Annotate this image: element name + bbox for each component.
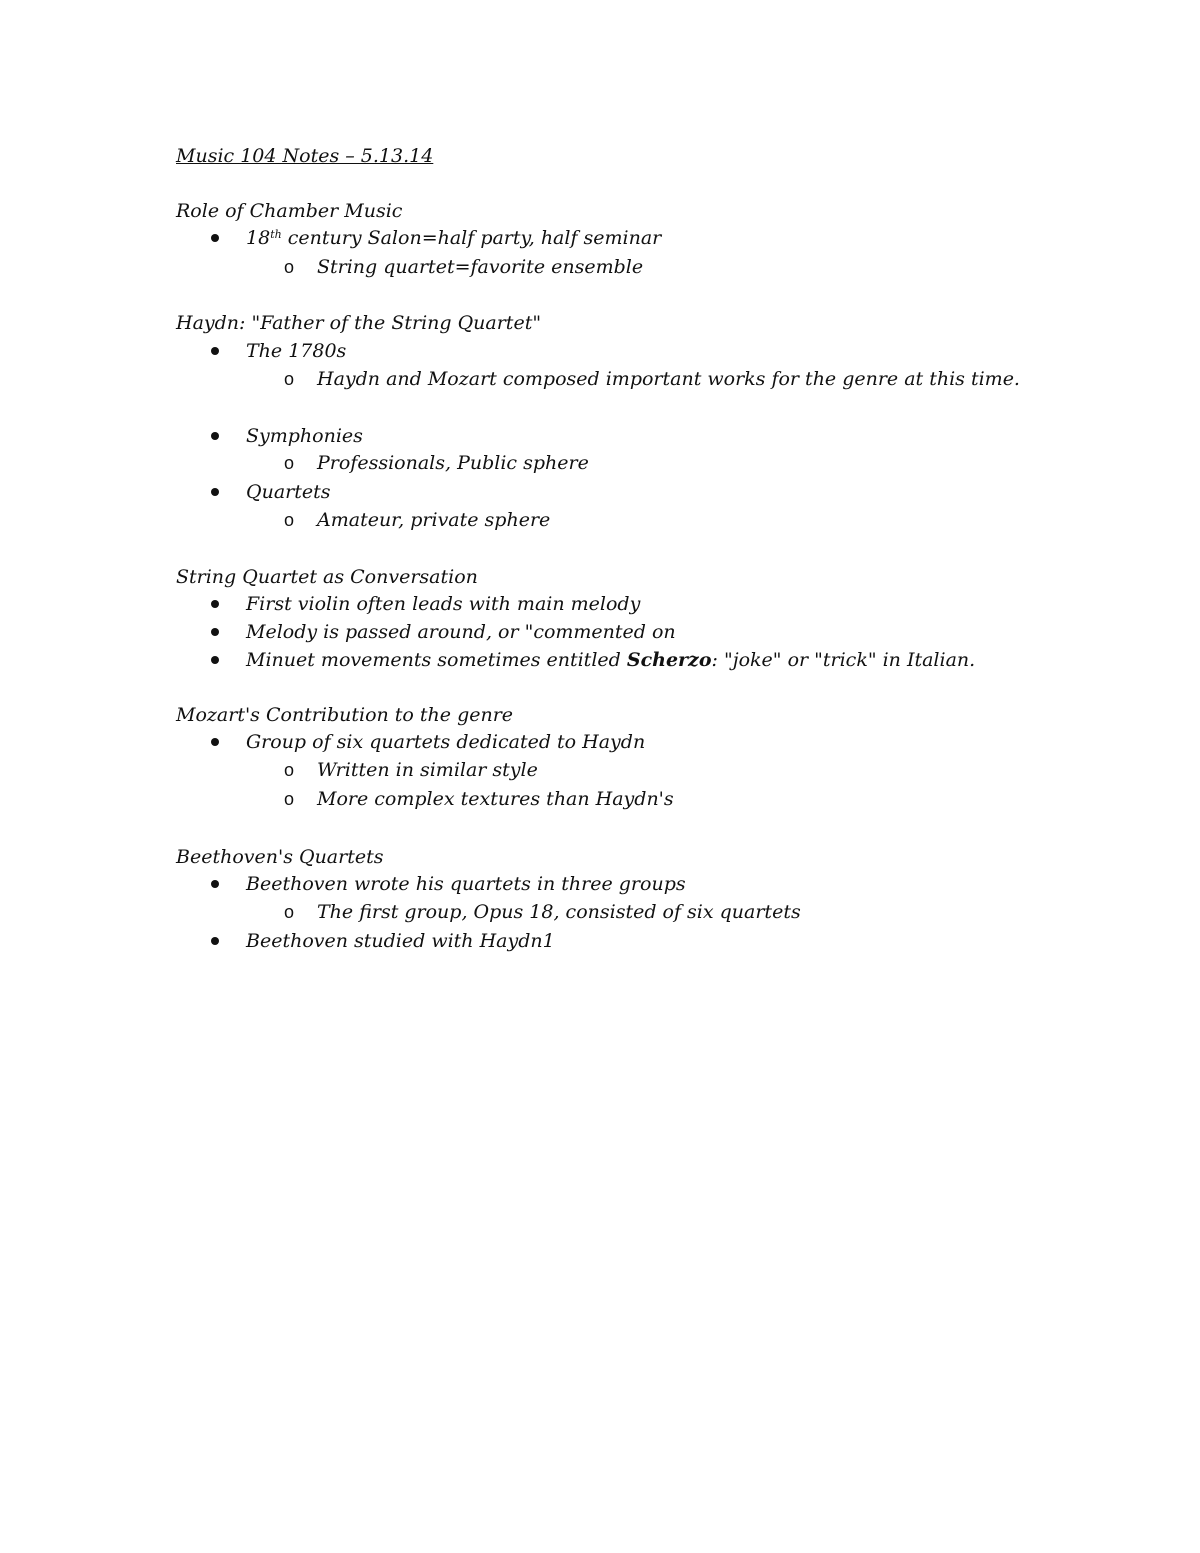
bullet-icon xyxy=(211,937,219,945)
sub-bullet-icon: o xyxy=(284,369,295,389)
section-heading-mozart: Mozart's Contribution to the genre xyxy=(176,704,514,726)
sub-list-item: Amateur, private sphere xyxy=(317,509,551,531)
list-item: Melody is passed around, or "commented on xyxy=(246,621,676,643)
section-heading-haydn: Haydn: "Father of the String Quartet" xyxy=(176,312,542,334)
bullet-icon xyxy=(211,600,219,608)
section-heading-beethoven: Beethoven's Quartets xyxy=(176,846,384,868)
list-item: Beethoven wrote his quartets in three groups xyxy=(246,873,686,895)
bullet-icon xyxy=(211,234,219,242)
section-heading-role: Role of Chamber Music xyxy=(176,200,403,222)
sub-list-item: Written in similar style xyxy=(317,759,538,781)
sub-bullet-icon: o xyxy=(284,510,295,530)
list-item: Beethoven studied with Haydn1 xyxy=(246,930,555,952)
bullet-icon xyxy=(211,656,219,664)
list-item: Symphonies xyxy=(246,425,363,447)
sub-bullet-icon: o xyxy=(284,760,295,780)
list-item: The 1780s xyxy=(246,340,347,362)
sub-list-item: Haydn and Mozart composed important works for the genre at this time. xyxy=(317,368,1020,390)
list-item: Group of six quartets dedicated to Haydn xyxy=(246,731,646,753)
bullet-icon xyxy=(211,628,219,636)
bold-term: Scherzo xyxy=(626,649,712,671)
sub-list-item: The first group, Opus 18, consisted of six quartets xyxy=(317,901,801,923)
superscript: th xyxy=(270,228,282,241)
sub-list-item: More complex textures than Haydn's xyxy=(317,788,674,810)
bullet-icon xyxy=(211,347,219,355)
bullet-icon xyxy=(211,738,219,746)
sub-bullet-icon: o xyxy=(284,453,295,473)
sub-bullet-icon: o xyxy=(284,789,295,809)
list-item: Minuet movements sometimes entitled Scherzo: "joke" or "trick" in Italian. xyxy=(246,649,976,671)
bullet-icon xyxy=(211,432,219,440)
list-item: First violin often leads with main melody xyxy=(246,593,641,615)
section-heading-conversation: String Quartet as Conversation xyxy=(176,566,478,588)
sub-list-item: Professionals, Public sphere xyxy=(317,452,589,474)
list-item: 18th century Salon=half party, half seminar xyxy=(246,227,662,249)
sub-bullet-icon: o xyxy=(284,257,295,277)
list-item: Quartets xyxy=(246,481,331,503)
document-title: Music 104 Notes – 5.13.14 xyxy=(176,145,434,167)
sub-bullet-icon: o xyxy=(284,902,295,922)
bullet-icon xyxy=(211,880,219,888)
bullet-icon xyxy=(211,488,219,496)
sub-list-item: String quartet=favorite ensemble xyxy=(317,256,644,278)
